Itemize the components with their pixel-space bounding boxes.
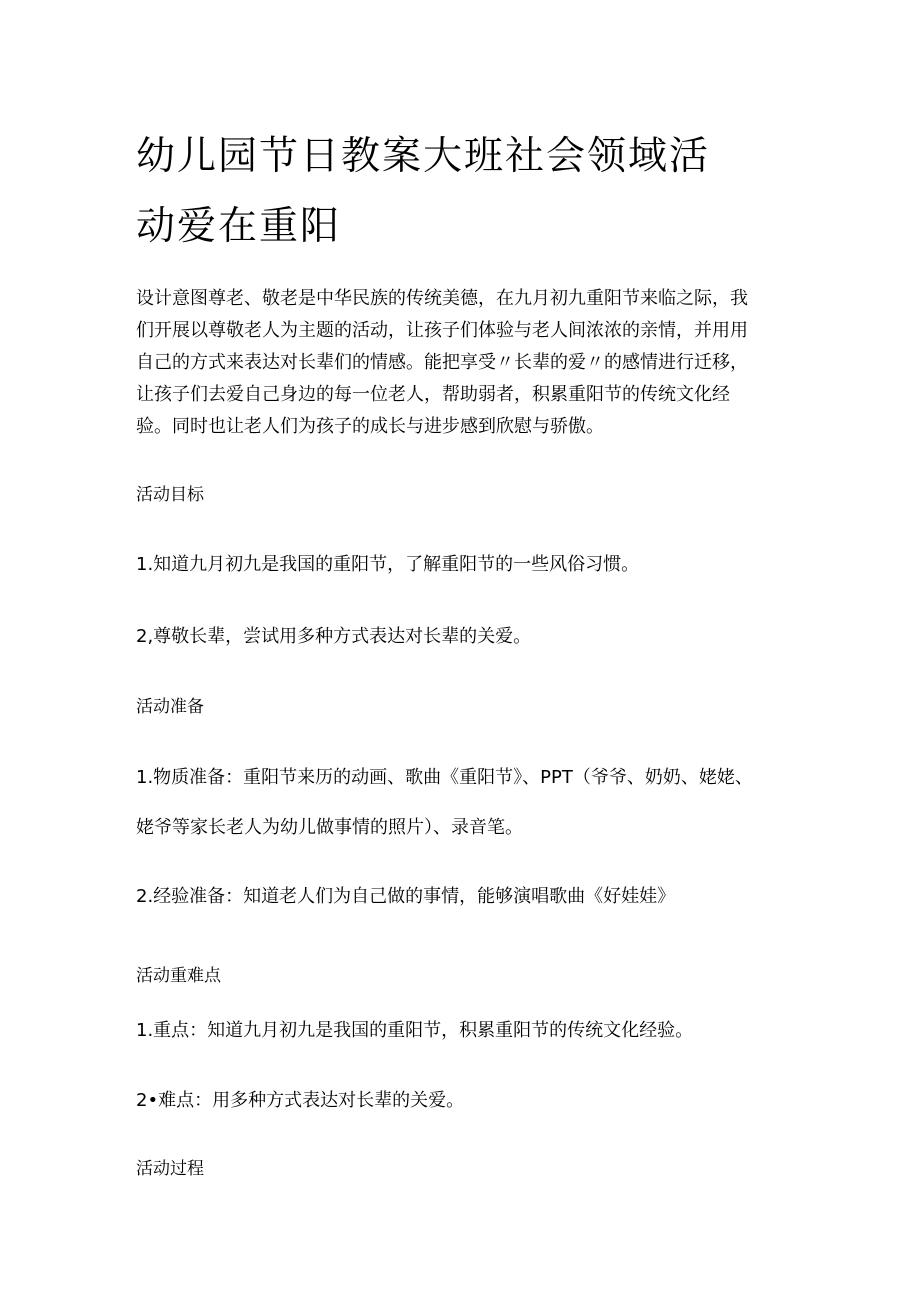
preparation-item-1-cont: 姥爷等家长老人为幼儿做事情的照片）、录音笔。 xyxy=(136,817,523,838)
section-heading-goals: 活动目标 xyxy=(136,485,204,505)
goal-item-1: 1.知道九月初九是我国的重阳节，了解重阳节的一些风俗习惯。 xyxy=(136,554,640,575)
title-line-2: 动爱在重阳 xyxy=(136,204,342,249)
preparation-item-2: 2.经验准备：知道老人们为自己做的事情，能够演唱歌曲《好娃娃》 xyxy=(136,886,676,907)
section-heading-preparation: 活动准备 xyxy=(136,697,204,717)
document-title xyxy=(136,122,756,262)
preparation-item-1: 1.物质准备：重阳节来历的动画、歌曲《重阳节》、PPT（爷爷、奶奶、姥姥、 xyxy=(136,767,753,788)
goal-item-2: 2,尊敬长辈，尝试用多种方式表达对长辈的关爱。 xyxy=(136,626,532,647)
key-point-item-1: 1.重点：知道九月初九是我国的重阳节，积累重阳节的传统文化经验。 xyxy=(136,1020,694,1041)
section-heading-key-points: 活动重难点 xyxy=(136,966,221,986)
title-line-1: 幼儿园节日教案大班社会领域活 xyxy=(136,134,711,179)
intro-line: 们开展以尊敬老人为主题的活动，让孩子们体验与老人间浓浓的亲情，并用用 xyxy=(136,320,748,341)
design-intent-paragraph xyxy=(136,283,776,443)
section-heading-process: 活动过程 xyxy=(136,1159,204,1179)
key-point-item-2: 2•难点：用多种方式表达对长辈的关爱。 xyxy=(136,1090,465,1111)
intro-line: 验。同时也让老人们为孩子的成长与进步感到欣慰与骄傲。 xyxy=(136,416,604,437)
intro-line: 设计意图尊老、敬老是中华民族的传统美德，在九月初九重阳节来临之际，我 xyxy=(136,288,748,309)
intro-line: 让孩子们去爱自己身边的每一位老人，帮助弱者，积累重阳节的传统文化经 xyxy=(136,384,730,405)
intro-line: 自己的方式来表达对长辈们的情感。能把享受〃长辈的爱〃的感情进行迁移， xyxy=(136,352,748,373)
